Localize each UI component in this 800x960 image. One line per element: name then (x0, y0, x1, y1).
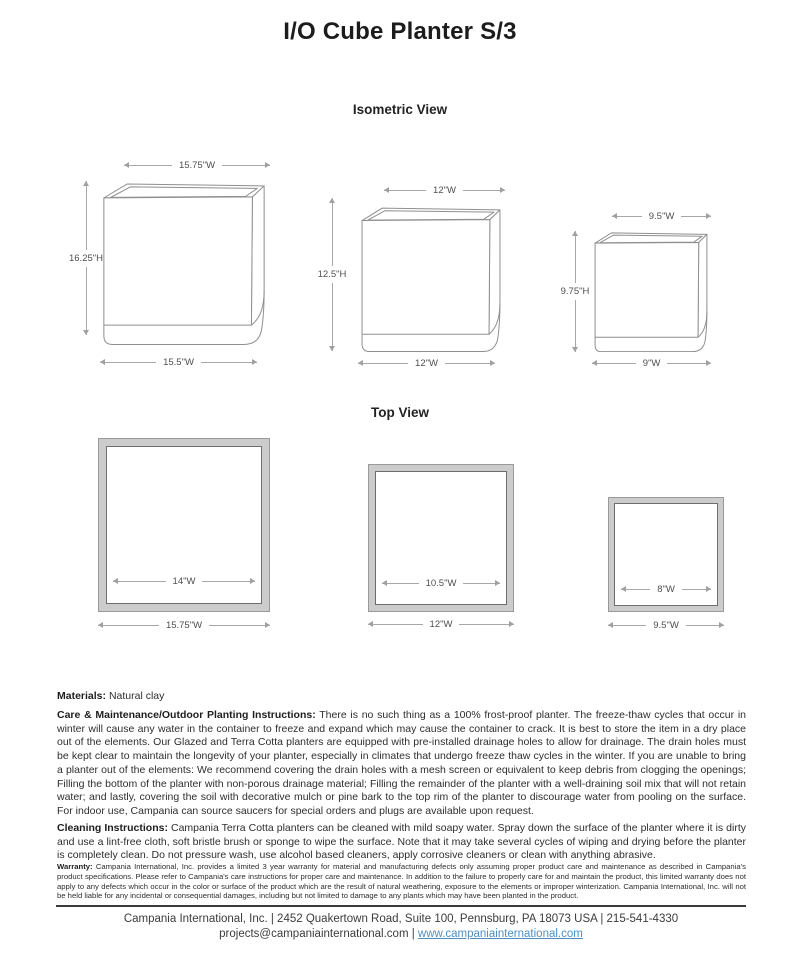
dimension-line (608, 625, 646, 626)
dimension-line (682, 589, 711, 590)
dimension-line-medium-top-width (384, 184, 505, 196)
dimension-line-large-bottom-width (100, 356, 257, 368)
dimension-line-small-height (555, 231, 595, 352)
dimension-line (681, 216, 711, 217)
dimension-label: 12"W (429, 618, 453, 630)
dimension-line-medium-height (312, 198, 352, 351)
top-view-square-large (98, 438, 270, 612)
dimension-line (332, 198, 333, 266)
top-view-square-medium (368, 464, 514, 612)
top-view-heading: Top View (370, 405, 429, 420)
dimension-line (222, 165, 270, 166)
dimension-line (686, 625, 724, 626)
cleaning-instructions-text: Campania Terra Cotta planters can be cleaned with mild soapy water. Spray down the surface of the planter where it is dirty and use a lint-free cloth, soft bristle brush or sponge to wipe the surface. Note that it may take several cycles of wiping and drying before the planter is completely clean. Do not pressure wash, use alcohol based cleaners, apply corrosive cleaners or clean with anything abrasive. (57, 822, 747, 862)
dimension-label: 9"W (642, 357, 661, 369)
top-view-square-medium-opening (375, 471, 507, 605)
dimension-line (445, 363, 495, 364)
dimension-label: 15.75"W (178, 159, 216, 171)
dimension-line (368, 624, 423, 625)
footer-website-link[interactable]: www.campaniainternational.com (417, 928, 583, 940)
care-instructions-text: There is no such thing as a 100% frost-proof planter. The freeze-thaw cycles that occur in winter will cause any water in the container to freeze and expand which may cause the container to crack. It is best to store the item in a dry place out of the elements. Our Glazed and Terra Cotta planters are equipped with pre-installed drainage holes to allow for drainage. The drain holes must be kept clear to maintain the longevity of your planter, especially in climates that undergo freeze thaw cycles in the winter. If you are unable to bring a planter out of the elements: We recommend covering the drain holes with a mesh screen or equivalent to keep debris from clogging the openings; Filling the bottom of the planter with non-porous drainage material; Filling the remainder of the planter with a well-draining soil mix that will not retain water; and lastly, covering the soil with decorative mulch or pine bark to the top rim of the planter to discourage water from pooling on the surface. For indoor use, Campania can source saucers for special orders and plugs are available upon request. (57, 709, 746, 817)
dimension-label: 9.5"W (648, 210, 675, 222)
planter-isometric-medium (357, 201, 505, 352)
dimension-line (612, 216, 642, 217)
dimension-line (463, 583, 500, 584)
dimension-label: 15.5"W (163, 356, 194, 368)
dimension-label: 16.25"H (68, 252, 103, 264)
top-view-square-large-opening (106, 446, 262, 604)
footer (56, 905, 746, 942)
dimension-label: 14"W (172, 575, 196, 587)
dimension-label: 9.5"W (653, 619, 679, 631)
dimension-line (124, 165, 172, 166)
care-instructions-label: Care & Maintenance/Outdoor Planting Instructions: (57, 709, 316, 721)
dimension-line-small-bottom-width (592, 357, 711, 369)
planter-isometric-large (98, 176, 270, 345)
isometric-view-heading: Isometric View (352, 102, 448, 117)
cleaning-instructions-paragraph (57, 822, 746, 863)
dimension-line (100, 362, 156, 363)
dimension-line-small-inner-width (621, 583, 711, 595)
materials-value: Natural clay (108, 690, 165, 702)
dimension-line (463, 190, 505, 191)
warranty-text: Campania International, Inc. provides a limited 3 year warranty for material and manufacturing defects only assuming proper product care and maintenance as described in Campania's product specifications. Please refer to Campania's care instructions for proper care and maintenance. In addition to the failure to properly care for and maintain the product, this limited warranty does not apply to any defects which occur in the color or surface of the product which are the result of natural weathering, exposure to the elements or improper winterization. Campania International, Inc. will not be held liable for any incidental or consequential damages, including but not limited to damage to any plants which may have been planted in the product. (57, 862, 746, 901)
dimension-line (459, 624, 514, 625)
dimension-line (358, 363, 408, 364)
materials-label: Materials: (57, 690, 107, 702)
dimension-line (384, 190, 426, 191)
dimension-line (575, 300, 576, 352)
dimension-line (592, 363, 636, 364)
top-view-square-small-opening (614, 503, 718, 606)
footer-email: projects@campaniainternational.com (219, 928, 409, 940)
dimension-line (202, 581, 255, 582)
dimension-line-medium-inner-width (382, 577, 500, 589)
materials-line (57, 690, 746, 704)
dimension-line-large-top-width (124, 159, 270, 171)
dimension-label: 9.75"H (560, 286, 590, 297)
warranty-label: Warranty: (57, 862, 93, 871)
dimension-line (332, 283, 333, 351)
dimension-line (667, 363, 711, 364)
warranty-paragraph (57, 862, 746, 901)
dimension-line (575, 231, 576, 283)
dimension-line (98, 625, 159, 626)
dimension-line-medium-bottom-width (358, 357, 495, 369)
cleaning-instructions-label: Cleaning Instructions: (57, 822, 168, 834)
dimension-line (621, 589, 650, 590)
dimension-label: 15.75"W (165, 619, 203, 631)
dimension-line (113, 581, 166, 582)
dimension-line (382, 583, 419, 584)
dimension-line-large-inner-width (113, 575, 255, 587)
dimension-label: 8"W (657, 583, 675, 595)
page-title: I/O Cube Planter S/3 (283, 18, 517, 45)
footer-separator: | (408, 928, 418, 940)
dimension-line-medium-outer-width (368, 618, 514, 630)
dimension-label: 12.5"H (317, 269, 347, 280)
footer-address-line: Campania International, Inc. | 2452 Quakertown Road, Suite 100, Pennsburg, PA 18073 USA | 215-541-4330 (123, 913, 679, 925)
care-instructions-paragraph (57, 709, 746, 819)
dimension-line (86, 267, 87, 336)
dimension-line-large-outer-width (98, 619, 270, 631)
planter-isometric-small (591, 227, 711, 352)
top-view-square-small (608, 497, 724, 612)
dimension-line (86, 181, 87, 250)
dimension-line (201, 362, 257, 363)
dimension-line-small-outer-width (608, 619, 724, 631)
dimension-label: 12"W (433, 184, 456, 196)
dimension-line (209, 625, 270, 626)
footer-contact-line (56, 927, 746, 942)
dimension-line-small-top-width (612, 210, 711, 222)
dimension-label: 12"W (415, 357, 438, 369)
dimension-label: 10.5"W (425, 577, 457, 589)
